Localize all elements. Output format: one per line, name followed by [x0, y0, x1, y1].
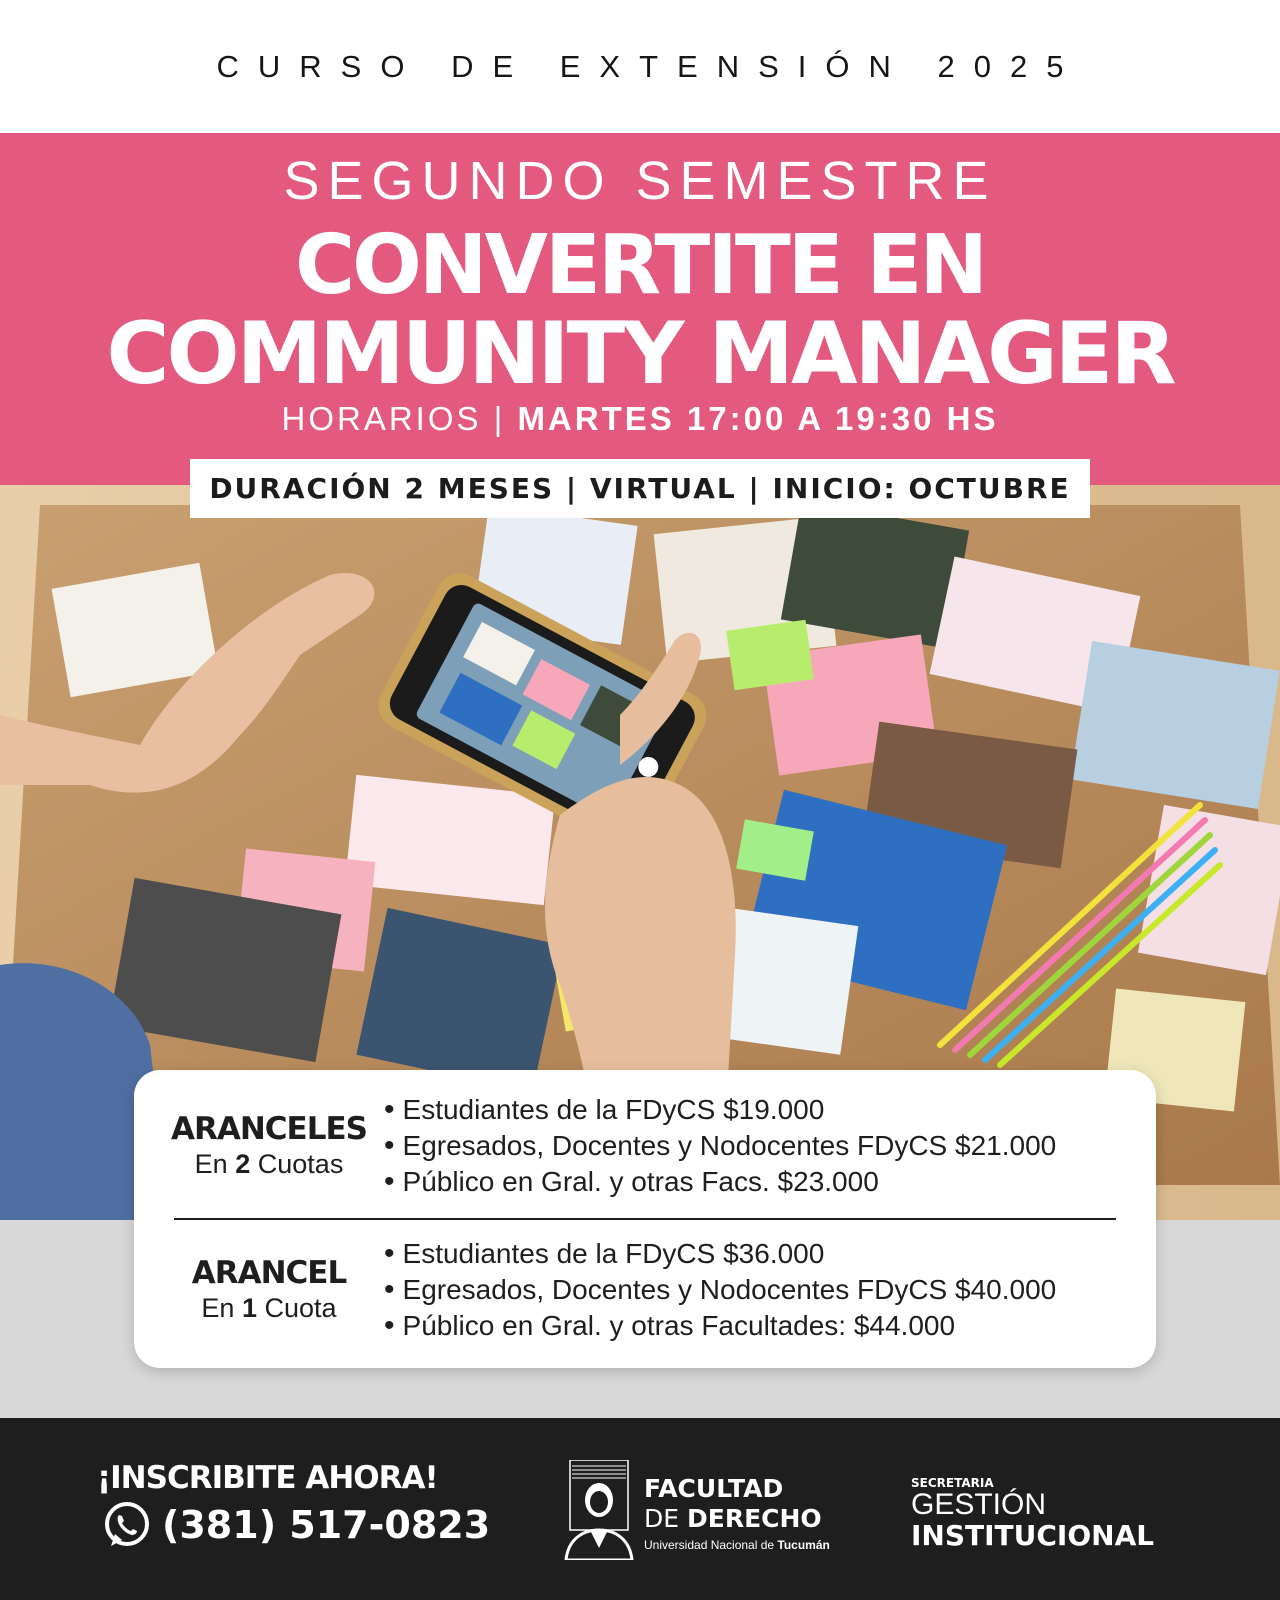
fee-price-list	[384, 1236, 1056, 1344]
fee-plan-installments	[134, 1078, 1156, 1213]
fee-plan-sub-suffix: Cuota	[264, 1293, 337, 1323]
fees-card	[134, 1070, 1156, 1368]
course-kicker-header	[0, 0, 1280, 133]
fee-price-item: • Estudiantes de la FDyCS $36.000	[384, 1236, 1056, 1272]
fee-plan-sub-number: 1	[241, 1293, 257, 1323]
phone-contact[interactable]	[102, 1500, 490, 1550]
signup-cta: ¡INSCRIBITE AHORA!	[97, 1460, 438, 1496]
secretaria-label: SECRETARIA	[911, 1476, 994, 1490]
fees-divider	[174, 1218, 1116, 1220]
fee-plan-sub-prefix: En	[194, 1149, 228, 1179]
footer	[0, 1418, 1280, 1600]
fee-plan-sub-number: 2	[235, 1149, 251, 1179]
university-name-city: Tucumán	[777, 1538, 830, 1552]
fee-plan-sub-suffix: Cuotas	[257, 1149, 344, 1179]
fee-price-item: • Egresados, Docentes y Nodocentes FDyCS $40.000	[384, 1272, 1056, 1308]
headline-line-2: COMMUNITY MANAGER	[106, 304, 1174, 404]
faculty-logo	[560, 1460, 860, 1565]
faculty-name-line1: FACULTAD	[644, 1474, 784, 1503]
phone-number: (381) 517-0823	[162, 1503, 491, 1547]
fee-plan-title: ARANCELES	[171, 1111, 367, 1147]
secretaria-name-top: GESTIÓN	[911, 1488, 1047, 1521]
secretaria-name-bottom: INSTITUCIONAL	[911, 1519, 1155, 1552]
university-name-prefix: Universidad Nacional de	[644, 1538, 778, 1552]
whatsapp-icon	[102, 1500, 152, 1550]
fee-plan-label	[154, 1222, 384, 1357]
schedule-line	[0, 400, 1280, 438]
fee-plan-single	[134, 1222, 1156, 1357]
secretaria-logo	[911, 1476, 1154, 1552]
schedule-label: HORARIOS |	[281, 400, 506, 437]
schedule-value: MARTES 17:00 A 19:30 HS	[517, 400, 999, 437]
fee-price-item: • Público en Gral. y otras Facs. $23.000	[384, 1164, 1056, 1200]
fee-price-item: • Estudiantes de la FDyCS $19.000	[384, 1092, 1056, 1128]
course-details-box	[190, 459, 1090, 518]
fee-plan-label	[154, 1078, 384, 1213]
faculty-name-line2	[644, 1504, 822, 1534]
fee-price-item: • Egresados, Docentes y Nodocentes FDyCS $21.000	[384, 1128, 1056, 1164]
faculty-name-prefix: DE	[644, 1504, 687, 1533]
faculty-name-main: DERECHO	[687, 1504, 822, 1533]
semester-label: SEGUNDO SEMESTRE	[283, 151, 997, 211]
fee-price-item: • Público en Gral. y otras Facultades: $44.000	[384, 1308, 1056, 1344]
faculty-seal-icon	[560, 1460, 638, 1560]
course-details: DURACIÓN 2 MESES | VIRTUAL | INICIO: OCTUBRE	[209, 472, 1071, 505]
fee-plan-sub-prefix: En	[201, 1293, 235, 1323]
fee-plan-subtitle	[201, 1293, 336, 1324]
fee-plan-title: ARANCEL	[191, 1255, 347, 1291]
headline-line-1: CONVERTITE EN	[294, 218, 986, 313]
fee-price-list	[384, 1092, 1056, 1200]
fee-plan-subtitle	[195, 1149, 344, 1180]
university-name	[644, 1538, 830, 1552]
course-kicker: CURSO DE EXTENSIÓN 2025	[216, 48, 1083, 84]
